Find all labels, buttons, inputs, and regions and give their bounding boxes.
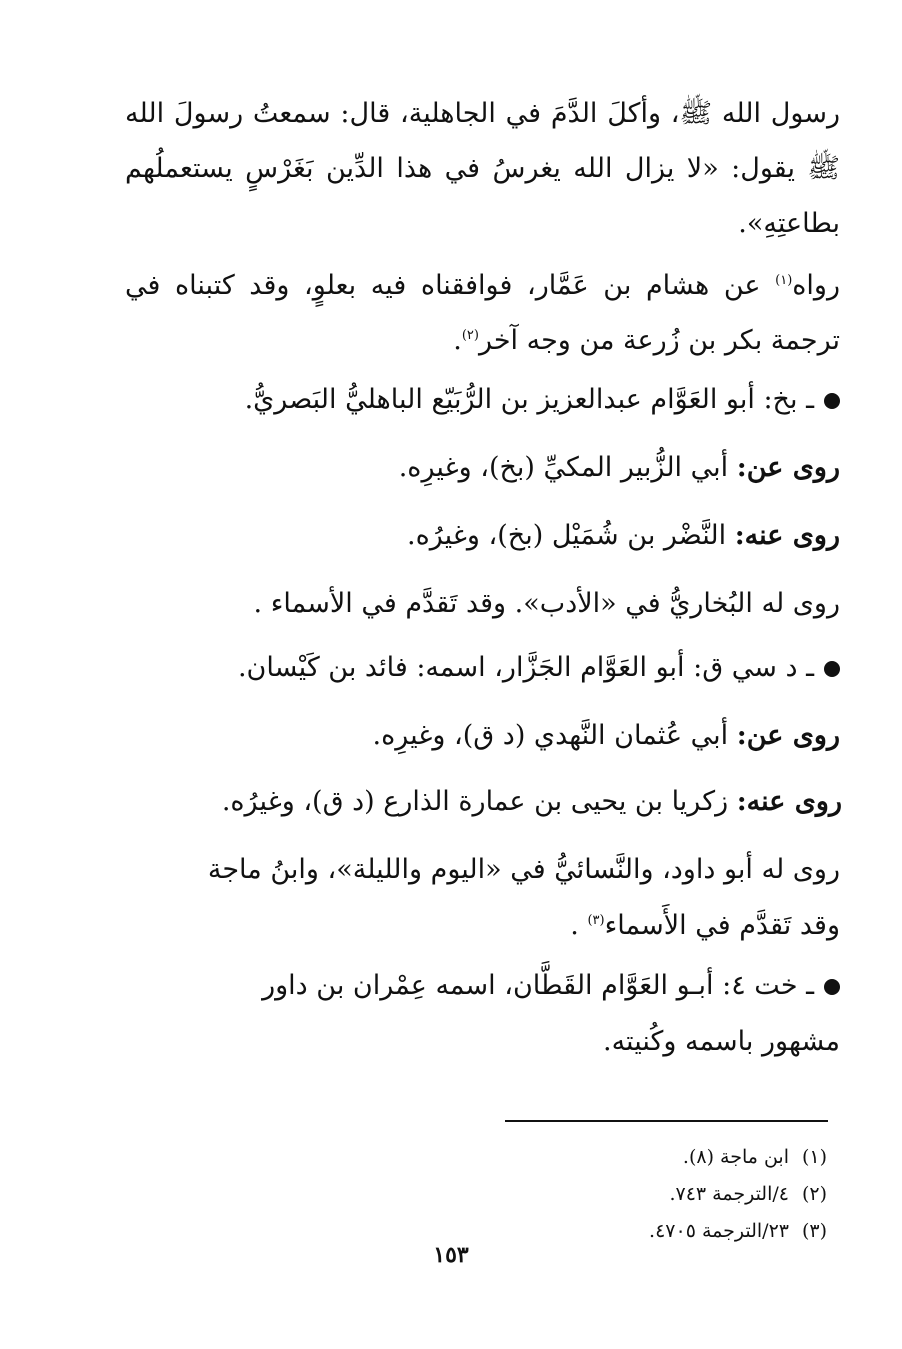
footnote-ref-1[interactable]: (١): [775, 273, 793, 288]
footnote-2: [669, 1180, 827, 1208]
entry-2-note-end: .: [570, 910, 588, 941]
narrated-by-label: روى عنه:: [736, 786, 842, 817]
bullet-icon: [824, 979, 840, 995]
footnote-3: [649, 1217, 827, 1245]
footnote-number: (٢): [801, 1183, 827, 1205]
entry-1-narrated-from: [399, 446, 840, 490]
entry-2-by-text: زكريا بن يحيى بن عمارة الذارع (د ق)، وغيرُه.: [221, 786, 737, 817]
entry-1-by-text: النَّضْر بن شُمَيْل (بخ)، وغيرُه.: [407, 520, 735, 551]
entry-1-title-text: ـ بخ: أبو العَوَّام عبدالعزيز بن الرُّبَيّع الباهليُّ البَصريُّ.: [244, 384, 814, 415]
entry-3-title-text: ـ خت ٤: أبـو العَوَّام القَطَّان، اسمه عِمْران بن داور: [262, 970, 814, 1001]
entry-1-narrated-by: [407, 514, 840, 558]
entry-2-note-line-2: [570, 904, 840, 948]
entry-2-note-text: وقد تَقدَّم في الأَسماء: [604, 910, 840, 941]
footnote-text: ٢٣/الترجمة ٤٧٠٥.: [649, 1220, 789, 1242]
page-number: ١٥٣: [433, 1242, 469, 1268]
footnote-number: (٣): [801, 1220, 827, 1242]
footnote-ref-3[interactable]: (٣): [587, 913, 605, 928]
entry-2-narrated-from: [373, 714, 841, 758]
paragraph-narration: [125, 258, 840, 368]
entry-1-from-text: أبي الزُّبير المكيِّ (بخ)، وغيرِه.: [398, 452, 737, 483]
entry-1-note: روى له البُخاريُّ في «الأدب». وقد تَقدَّم في الأسماء .: [253, 588, 840, 619]
bullet-icon: [824, 661, 840, 677]
entry-2-title: [238, 646, 840, 690]
entry-1-title: [245, 378, 840, 422]
narrated-from-label: روى عن:: [736, 452, 840, 483]
paragraph-hadith: رسول الله ﷺ، وأكلَ الدَّمَ في الجاهلية، قال: سمعتُ رسولَ الله ﷺ يقول: «لا يزال الله يغرسُ في هذا الدِّين بَغَرْسٍ يستعملُهم بطاعتِهِ».: [125, 98, 840, 239]
footnote-number: (١): [801, 1146, 827, 1168]
entry-2-note-line-1: روى له أبو داود، والنَّسائيُّ في «اليوم والليلة»، وابنُ ماجة: [207, 854, 840, 885]
entry-3-title: [262, 964, 840, 1008]
narrated-by-label: روى عنه:: [734, 520, 840, 551]
footnote-divider: [505, 1120, 828, 1122]
narrated-from-label: روى عن:: [736, 720, 840, 751]
entry-2-narrated-by: [222, 780, 842, 824]
entry-2-from-text: أبي عُثمان النَّهدي (د ق)، وغيرِه.: [372, 720, 737, 751]
footnote-text: ٤/الترجمة ٧٤٣.: [669, 1183, 789, 1205]
narration-text-start: رواه: [792, 270, 840, 301]
narration-text-end: .: [453, 325, 462, 356]
entry-2-title-text: ـ د سي ق: أبو العَوَّام الجَزَّار، اسمه: فائد بن كَيْسان.: [237, 652, 814, 683]
narration-text-middle: عن هشام بن عَمَّار، فوافقناه فيه بعلوٍ، وقد كتبناه في ترجمة بكر بن زُرعة من وجه آخر: [125, 270, 840, 356]
footnote-1: [683, 1143, 827, 1171]
footnote-text: ابن ماجة (٨).: [682, 1146, 789, 1168]
bullet-icon: [824, 393, 840, 409]
entry-3-title-line-2: مشهور باسمه وكُنيته.: [603, 1026, 840, 1057]
footnote-ref-2[interactable]: (٢): [461, 328, 479, 343]
